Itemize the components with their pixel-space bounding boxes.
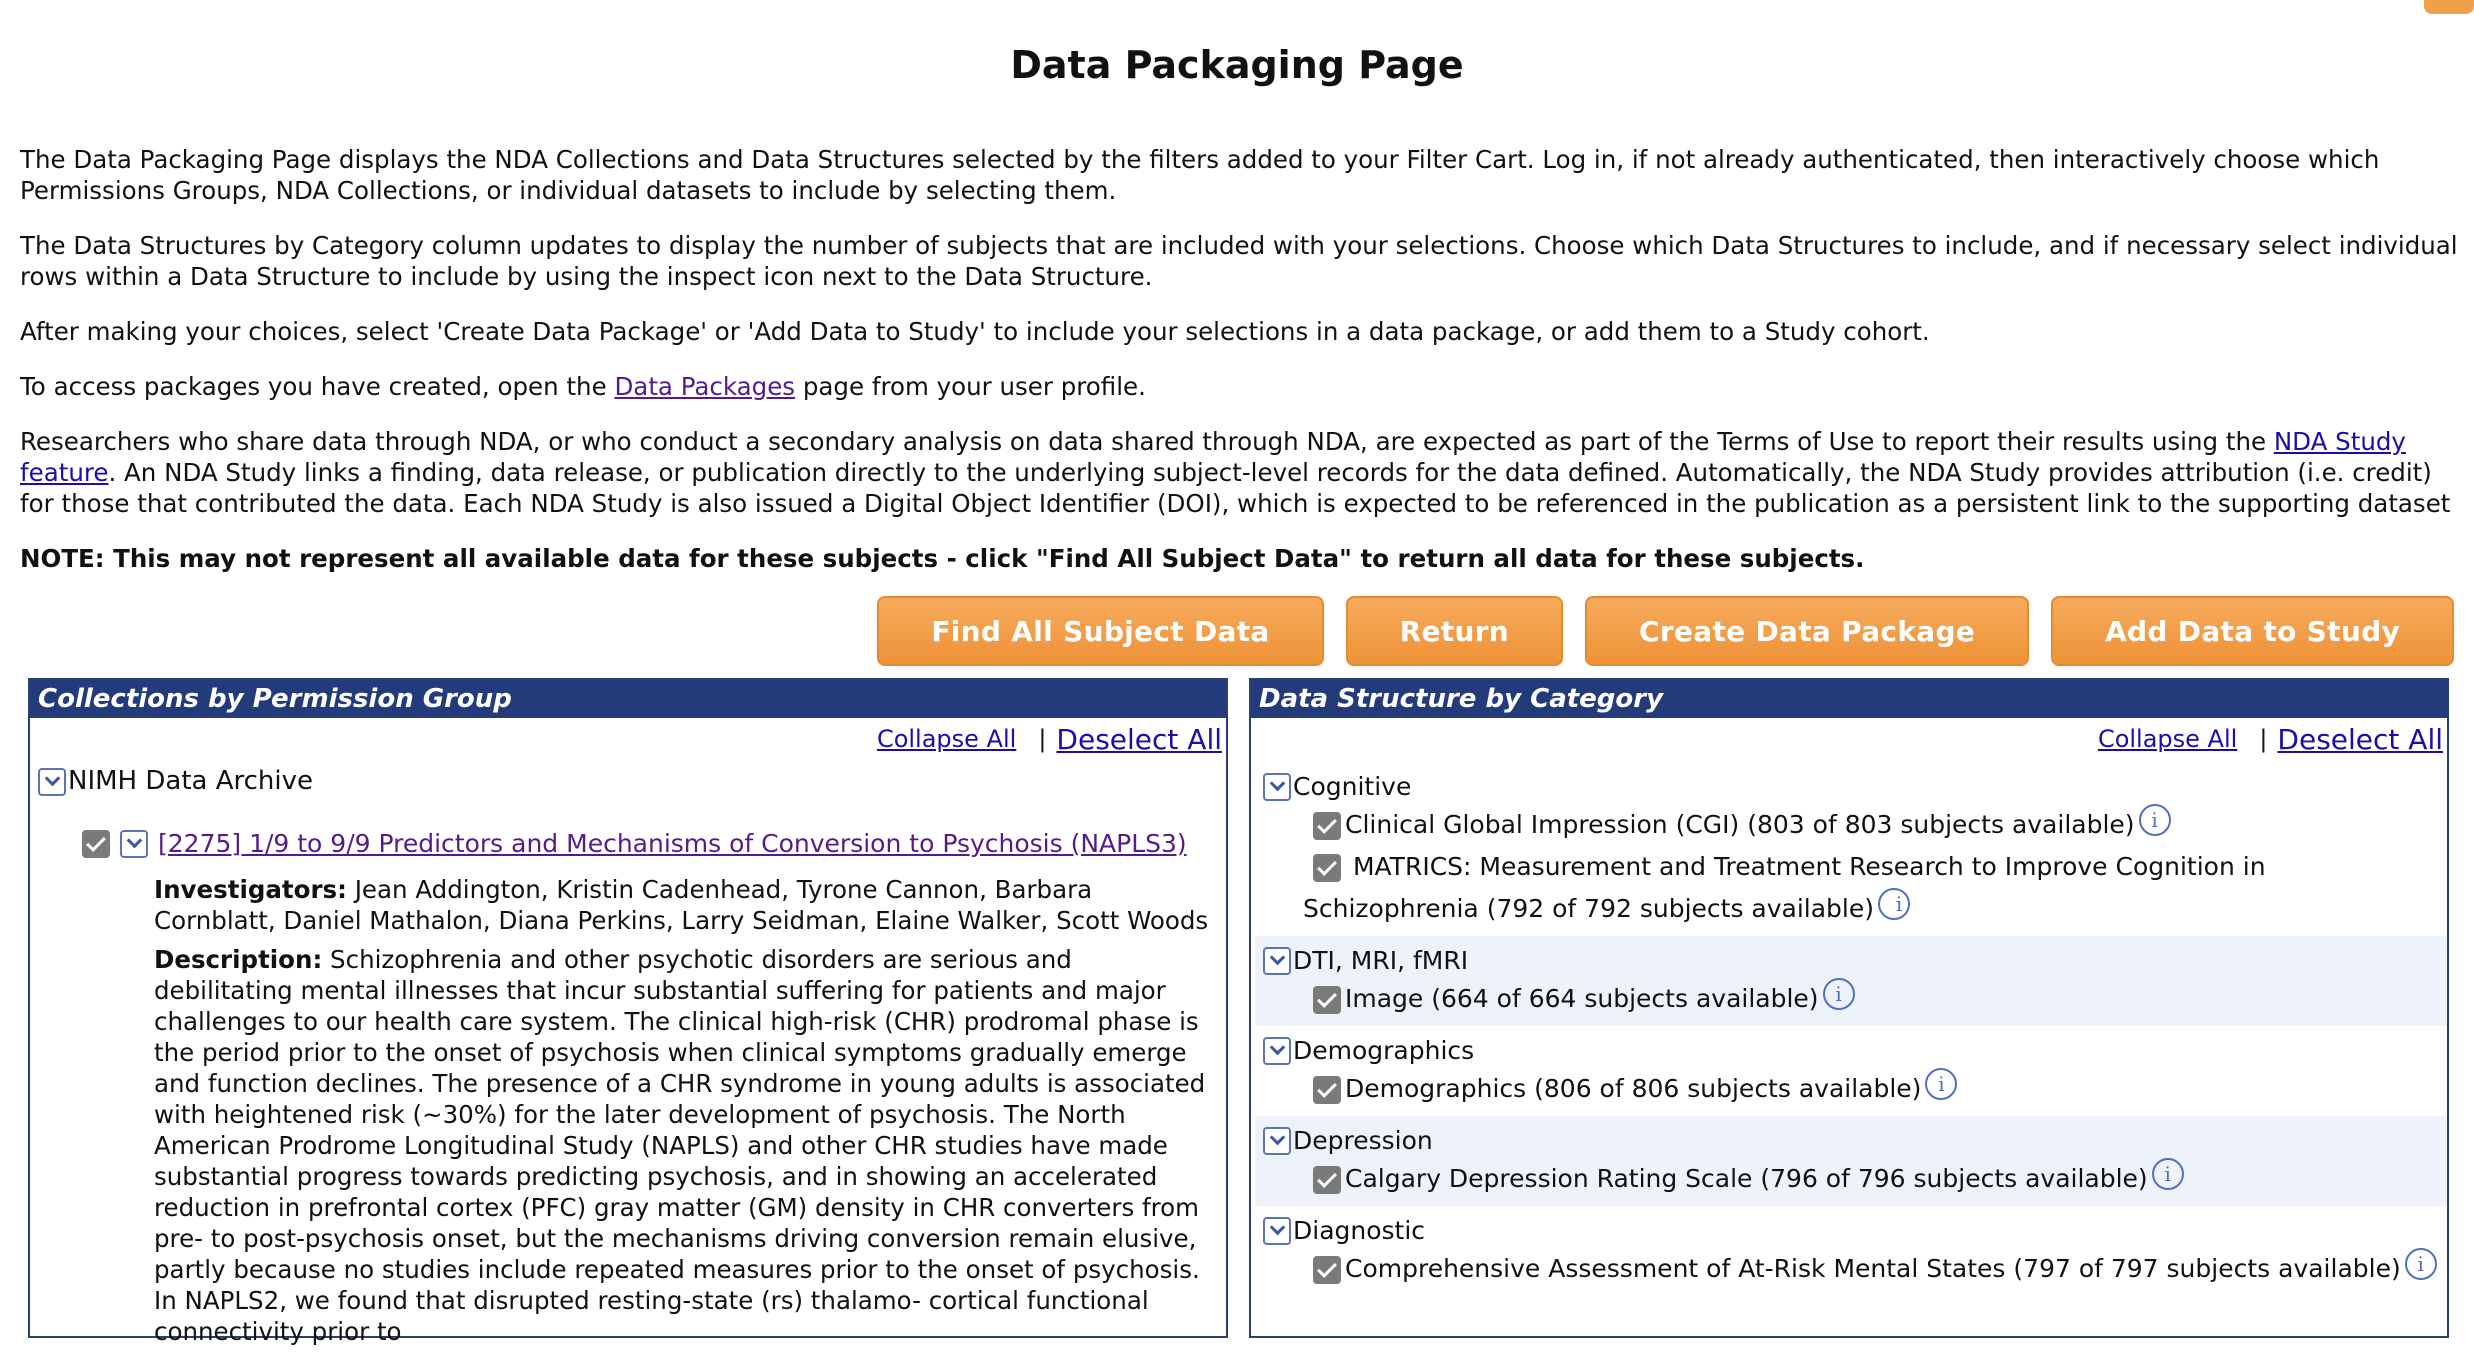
data-structure-panel-tools [1251,718,2447,760]
return-button[interactable]: Return [1346,596,1563,666]
study-investigators [154,874,1214,936]
archive-row [38,766,313,797]
structure-label: Demographics (806 of 806 subjects available) [1345,1074,1922,1103]
intro-p4-after: page from your user profile. [795,372,1146,401]
intro-p4-before: To access packages you have created, open the [20,372,615,401]
data-structure-panel [1249,678,2449,1338]
collections-panel-tools [30,718,1226,760]
intro-p5-before: Researchers who share data through NDA, or who conduct a secondary analysis on data shared through NDA, are expected as part of the Terms of Use to report their results using the [20,427,2274,456]
collections-panel-title: Collections by Permission Group [30,680,1226,718]
separator: | [1038,724,1047,753]
category-collapse-icon[interactable] [1263,1217,1291,1245]
study-description [154,944,1214,1347]
intro-paragraph-3: After making your choices, select 'Create Data Package' or 'Add Data to Study' to include your selections in a data package, or add them to a Study cohort. [20,317,1930,346]
intro-paragraph-4 [20,371,2460,402]
study-collapse-icon[interactable] [120,830,148,858]
structure-item [1263,846,2447,930]
top-corner-tab[interactable] [2424,0,2474,14]
intro-paragraph-1: The Data Packaging Page displays the NDA Collections and Data Structures selected by the filters added to your Filter Cart. Log in, if not already authenticated, then interactively choose which Permissions Groups, NDA Collections, or individual datasets to include by selecting them. [20,145,2380,205]
study-link[interactable]: [2275] 1/9 to 9/9 Predictors and Mechanisms of Conversion to Psychosis (NAPLS3) [158,829,1187,858]
category-name: Depression [1293,1126,1433,1155]
structures-collapse-all-link[interactable]: Collapse All [2097,724,2238,753]
structure-checkbox[interactable] [1313,1076,1341,1104]
structure-checkbox[interactable] [1313,854,1341,882]
category-name: DTI, MRI, fMRI [1293,946,1469,975]
intro-paragraph-2: The Data Structures by Category column updates to display the number of subjects that are included with your selections. Choose which Data Structures to include, and if necessary select individual rows within a Data Structure to include by using the inspect icon next to the Data Structure. [20,231,2458,291]
category-cognitive [1255,762,2447,936]
investigators-value: Jean Addington, Kristin Cadenhead, Tyrone Cannon, Barbara Cornblatt, Daniel Mathalon, Diana Perkins, Larry Seidman, Elaine Walker, Scott Woods [154,875,1209,935]
structures-deselect-all-link[interactable]: Deselect All [2277,722,2443,756]
collections-collapse-all-link[interactable]: Collapse All [876,724,1017,753]
structure-label: Clinical Global Impression (CGI) (803 of 803 subjects available) [1345,810,2135,839]
info-icon[interactable]: i [2405,1248,2437,1280]
intro-paragraph-5 [20,426,2460,519]
study-details [154,874,1214,1355]
archive-name: NIMH Data Archive [68,766,313,796]
archive-collapse-icon[interactable] [38,768,66,796]
info-icon[interactable]: i [1878,888,1910,920]
action-bar [877,596,2454,666]
note-text: NOTE: This may not represent all available data for these subjects - click "Find All Subject Data" to return all data for these subjects. [20,544,1865,573]
category-diagnostic [1255,1206,2447,1296]
category-name: Diagnostic [1293,1216,1426,1245]
structure-item [1263,978,2447,1020]
add-data-to-study-button[interactable]: Add Data to Study [2051,596,2454,666]
collections-deselect-all-link[interactable]: Deselect All [1056,722,1222,756]
structure-item [1263,1068,2447,1110]
description-label: Description: [154,945,323,974]
category-dti-mri-fmri [1255,936,2447,1026]
structure-item [1263,1248,2447,1290]
find-all-subject-data-button[interactable]: Find All Subject Data [877,596,1323,666]
structure-checkbox[interactable] [1313,1166,1341,1194]
category-depression [1255,1116,2447,1206]
nda-study-feature-link[interactable]: NDA Study feature [20,427,2406,487]
description-value: Schizophrenia and other psychotic disorders are serious and debilitating mental illnesses that incur substantial suffering for patients and major challenges to our health care system. The clinical high-risk (CHR) prodromal phase is the period prior to the onset of psychosis when clinical symptoms gradually emerge and function declines. The presence of a CHR syndrome in young adults is associated with heightened risk (~30%) for the later development of psychosis. The North American Prodrome Longitudinal Study (NAPLS) and other CHR studies have made substantial progress towards predicting psychosis, and in showing an accelerated reduction in prefrontal cortex (PFC) gray matter (GM) density in CHR converters from pre- to post-psychosis onset, but the mechanisms driving conversion remain elusive, partly because no studies include repeated measures prior to the onset of psychosis. In NAPLS2, we found that disrupted resting-state (rs) thalamo- cortical functional connectivity prior to [154,945,1206,1346]
structure-item [1263,804,2447,846]
category-list [1255,762,2447,1296]
structure-label: MATRICS: Measurement and Treatment Research to Improve Cognition in Schizophrenia (792 of 792 subjects available) [1303,852,2266,923]
category-name: Demographics [1293,1036,1475,1065]
data-packages-link[interactable]: Data Packages [614,372,796,401]
intro-text [20,144,2460,598]
structure-label: Image (664 of 664 subjects available) [1345,984,1819,1013]
create-data-package-button[interactable]: Create Data Package [1585,596,2029,666]
structure-label: Calgary Depression Rating Scale (796 of 796 subjects available) [1345,1164,2148,1193]
category-collapse-icon[interactable] [1263,947,1291,975]
collections-panel [28,678,1228,1346]
info-icon[interactable]: i [1823,978,1855,1010]
study-checkbox[interactable] [82,830,110,858]
info-icon[interactable]: i [2152,1158,2184,1190]
investigators-label: Investigators: [154,875,347,904]
intro-p5-after: . An NDA Study links a finding, data release, or publication directly to the underlying subject-level records for the data defined. Automatically, the NDA Study provides attribution (i.e. credit) for those that contributed the data. Each NDA Study is also issued a Digital Object Identifier (DOI), which is expected to be referenced in the publication as a persistent link to the supporting dataset [20,458,2451,518]
structure-checkbox[interactable] [1313,986,1341,1014]
page-title: Data Packaging Page [1010,43,1464,87]
info-icon[interactable]: i [1925,1068,1957,1100]
info-icon[interactable]: i [2139,804,2171,836]
category-collapse-icon[interactable] [1263,1127,1291,1155]
structure-checkbox[interactable] [1313,812,1341,840]
structure-item [1263,1158,2447,1200]
study-row [82,828,1187,859]
structure-checkbox[interactable] [1313,1256,1341,1284]
structure-label: Comprehensive Assessment of At-Risk Mental States (797 of 797 subjects available) [1345,1254,2401,1283]
separator: | [2259,724,2268,753]
category-collapse-icon[interactable] [1263,1037,1291,1065]
category-demographics [1255,1026,2447,1116]
data-structure-panel-title: Data Structure by Category [1251,680,2447,718]
category-collapse-icon[interactable] [1263,773,1291,801]
category-name: Cognitive [1293,772,1412,801]
